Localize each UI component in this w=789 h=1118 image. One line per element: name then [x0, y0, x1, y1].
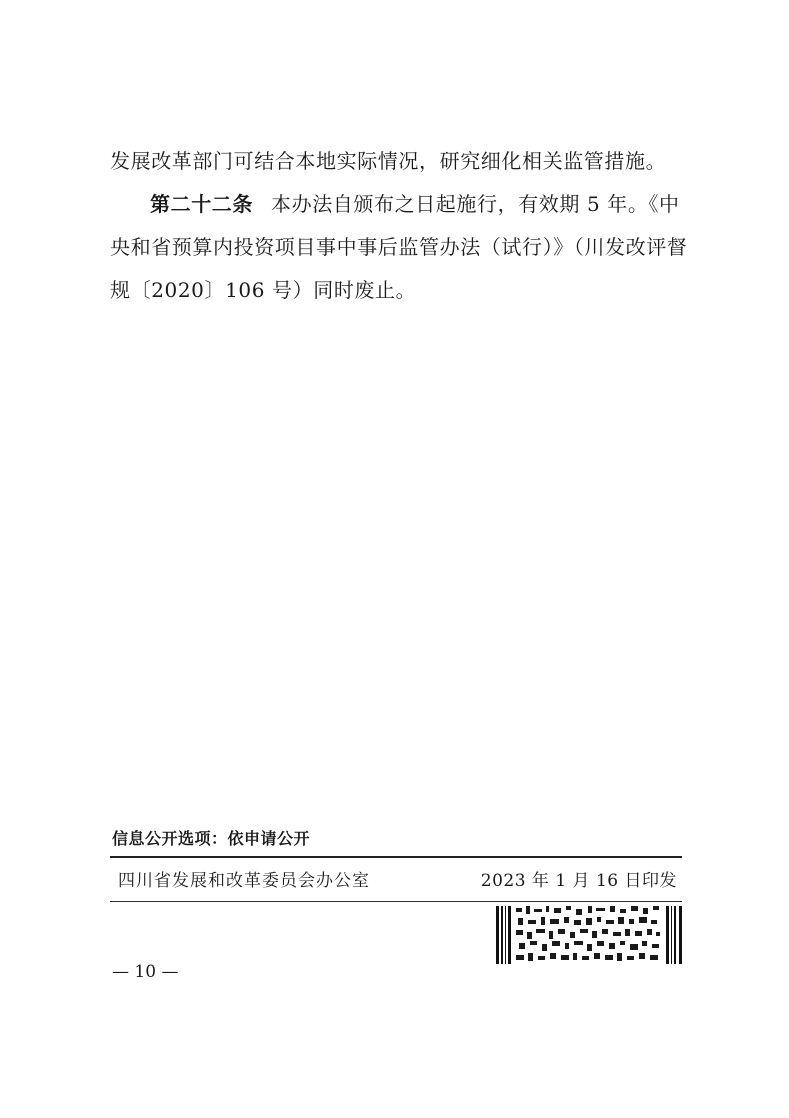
footer-rule-bottom	[110, 901, 682, 902]
body-line-3: 央和省预算内投资项目事中事后监管办法（试行）》（川发改评督	[110, 235, 688, 259]
body-line-1: 发展改革部门可结合本地实际情况，研究细化相关监管措施。	[110, 149, 667, 173]
barcode-icon	[496, 906, 682, 964]
issuer-name: 四川省发展和改革委员会办公室	[118, 871, 370, 891]
disclosure-option: 信息公开选项：依申请公开	[112, 829, 311, 848]
body-text	[110, 140, 688, 312]
print-date: 2023 年 1 月 16 日印发	[480, 871, 677, 891]
footer-rule-top	[110, 856, 682, 858]
body-line-4: 规〔2020〕106 号）同时废止。	[110, 278, 417, 302]
page-number: — 10 —	[112, 962, 179, 982]
body-line-2	[110, 183, 688, 226]
article-text: 本办法自颁布之日起施行，有效期 5 年。《中	[271, 192, 680, 216]
article-number: 第二十二条	[150, 192, 253, 216]
